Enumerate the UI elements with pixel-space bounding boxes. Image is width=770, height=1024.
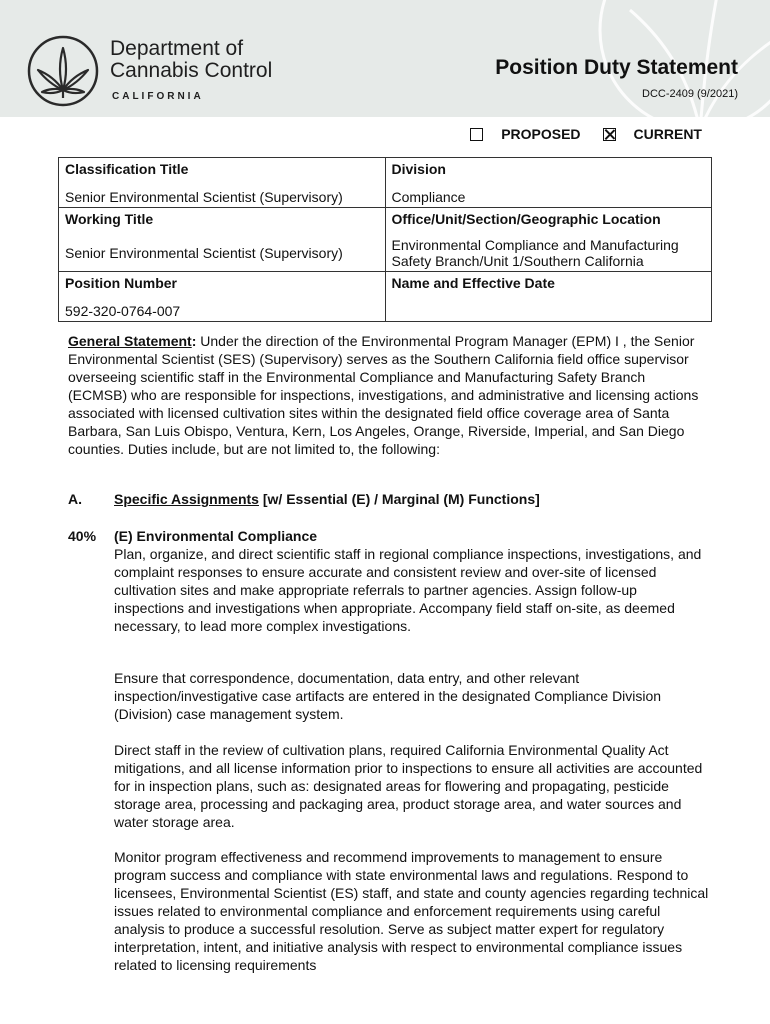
proposed-label: PROPOSED <box>501 126 581 142</box>
org-name-line1: Department of <box>110 37 244 60</box>
duty-1-percent: 40% <box>68 528 97 544</box>
name-effective-date-cell <box>385 272 712 322</box>
section-a-suffix: [w/ Essential (E) / Marginal (M) Functions] <box>258 491 540 507</box>
header-band <box>0 0 770 117</box>
location-label: Office/Unit/Section/Geographic Location <box>391 211 661 227</box>
duty-1-paragraph-4: Monitor program effectiveness and recommend improvements to management to ensure program success and compliance with state environmental laws and regulations. Respond to licensees, Environmental Scientist (ES) staff, and state and county agencies regarding technical issues related to environmental compliance and enforcement requirements using careful analysis to produce a successful resolution. Serve as subject matter expert for regulatory interpretation, intent, and initiative analysis with respect to environmental compliance issues related to licensing requirements <box>114 849 709 973</box>
duty-1-paragraph-2: Ensure that correspondence, documentation, data entry, and other relevant inspection/investigative case artifacts are entered in the designated Compliance Division (Division) case management system. <box>114 670 662 722</box>
section-a-heading <box>68 491 540 507</box>
duty-1-paragraph-3: Direct staff in the review of cultivation plans, required California Environmental Quality Act mitigations, and all license information prior to inspections to ensure all activities are accounted for in inspection plans, such as: designated areas for flowering and propagating, pesticide storage area, processing and packaging area, product storage area, and water sources and water storage area. <box>114 742 703 830</box>
classification-title-value: Senior Environmental Scientist (Supervisory) <box>65 189 343 205</box>
name-effective-date-label: Name and Effective Date <box>391 275 555 291</box>
working-title-label: Working Title <box>65 211 154 227</box>
org-name-line2: Cannabis Control <box>110 59 273 82</box>
division-label: Division <box>391 161 446 177</box>
division-cell <box>385 158 712 208</box>
working-title-value: Senior Environmental Scientist (Supervisory) <box>65 245 343 261</box>
general-statement-label: General Statement <box>68 333 192 349</box>
position-number-label: Position Number <box>65 275 178 291</box>
proposed-checkbox[interactable] <box>470 128 483 141</box>
location-value: Environmental Compliance and Manufacturing Safety Branch/Unit 1/Southern California <box>391 237 679 269</box>
general-statement-colon: : <box>191 333 197 349</box>
classification-title-cell <box>59 158 386 208</box>
duty-1-heading <box>68 527 317 545</box>
section-a-letter: A. <box>68 491 82 507</box>
current-checkbox[interactable] <box>603 128 616 141</box>
status-row <box>470 126 702 142</box>
org-state: CALIFORNIA <box>112 91 204 102</box>
position-number-cell <box>59 272 386 322</box>
duty-1-paragraph-1: Plan, organize, and direct scientific staff in regional compliance inspections, investigations, and complaint responses to ensure accurate and consistent review and over-site of licensed cultivation sites and make appropriate referrals to partner agencies. Assign follow-up inspections and investigations when appropriate. Accompany field staff on-site, as deemed necessary, to lead more complex investigations. <box>114 546 702 634</box>
classification-title-label: Classification Title <box>65 161 189 177</box>
position-number-value: 592-320-0764-007 <box>65 303 181 319</box>
working-title-cell <box>59 208 386 272</box>
general-statement-text: Under the direction of the Environmental Program Manager (EPM) I , the Senior Environmental Scientist (SES) (Supervisory) serves as the Southern California field office supervisor overseeing scientific staff in the Environmental Compliance and Manufacturing Safety Branch (ECMSB) who are responsible for inspections, investigations, and administrative and licensing actions associated with licensed cultivation sites within the designated field office coverage area of Santa Barbara, San Luis Obispo, Ventura, Kern, Los Angeles, Orange, Riverside, Imperial, and San Diego counties. Duties include, but are not limited to, the following: <box>68 333 699 457</box>
section-a-title: Specific Assignments <box>114 491 259 507</box>
position-info-table <box>58 157 712 322</box>
cannabis-seal-logo-icon <box>26 34 100 108</box>
division-value: Compliance <box>391 189 466 205</box>
location-cell <box>385 208 712 272</box>
org-name <box>110 38 272 82</box>
document-title: Position Duty Statement <box>495 56 738 79</box>
document-code: DCC-2409 (9/2021) <box>642 88 738 100</box>
duty-1-title: (E) Environmental Compliance <box>114 528 318 544</box>
general-statement <box>68 332 708 458</box>
current-label: CURRENT <box>633 126 702 142</box>
